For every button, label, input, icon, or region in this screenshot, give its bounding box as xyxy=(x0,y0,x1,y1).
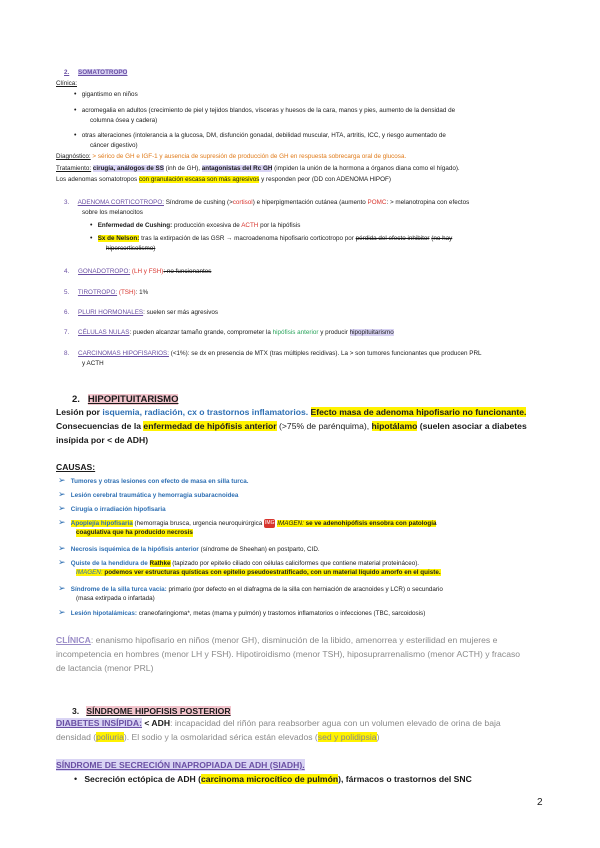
nulas-line: 7. CÉLULAS NULAS: pueden alcanzar tamaño grande, comprometer la hipófisis anterior y producir hipopituitarismo xyxy=(64,329,394,336)
hipo-paragraph-line: insípida por < de ADH) xyxy=(56,435,149,445)
causas-label: CAUSAS: xyxy=(56,462,96,472)
causa-item: ➢ Tumores y otras lesiones con efecto de masa en silla turca. xyxy=(58,475,249,485)
causa-item: ➢ Lesión hipotalámicas: craneofaringioma*, metas (mama y pulmón) y trastornos inflamatorios o infecciones (TBC, sarcoidosis) xyxy=(58,607,426,617)
diabetes-insipida-line: DIABETES INSÍPIDA: < ADH: incapacidad del riñón para reabsorber agua con un volumen elevado de orina de baja xyxy=(56,718,501,728)
hipopituitarismo-heading: 2. HIPOPITUITARISMO xyxy=(72,394,179,405)
causa-item: ➢ Lesión cerebral traumática y hemorragia subaracnoidea xyxy=(58,489,239,499)
diabetes-insipida-cont: densidad (poliuria). El sodio y la osmolaridad sérica están elevados (sed y polidipsia) xyxy=(56,732,380,742)
diagnostico-line: Diagnóstico: > sérico de GH e IGF-1 y ausencia de supresión de producción de GH en respuesta sobrecarga oral de glucosa. xyxy=(56,153,407,160)
image-icon: IMG xyxy=(265,519,275,526)
clinica-paragraph: CLÍNICA: enanismo hipofisario en niños (menor GH), disminución de la libido, amenorrea y esterilidad en mujeres e xyxy=(56,635,498,645)
nelson-cont: hipercortisolismo) xyxy=(106,245,156,252)
causa-item: ➢ Síndrome de la silla turca vacía: primario (por defecto en el diafragma de la silla con herniación de aracnoides y LCR) o secundario xyxy=(58,583,443,593)
clinica-paragraph-cont: de lactancia (menor PRL) xyxy=(56,663,154,673)
nelson-item: • Sx de Nelson: tras la extirpación de las GSR → macroadenoma hipofisario corticotropo por pérdida del efecto inhibitor (no hay xyxy=(90,235,453,242)
hipo-paragraph-line: Lesión por isquemia, radiación, cx o trastornos inflamatorios. Efecto masa de adenoma hipofisario no funcionante. xyxy=(56,407,527,417)
cushing-item: • Enfermedad de Cushing: producción excesiva de ACTH por la hipófisis xyxy=(90,222,301,229)
causa-item: ➢ Cirugía o irradiación hipofisaria xyxy=(58,503,166,513)
corticotropo-cont: sobre los melanocitos xyxy=(82,209,143,216)
clinica-item-cont: cáncer digestivo) xyxy=(90,142,138,149)
adenomas-line: Los adenomas somatotropos con granulación escasa son más agresivos y responden peor (DD con ADENOMA HIPOF) xyxy=(56,176,391,183)
causa-item: ➢ Quiste de la hendidura de Rathke (tapizado por epitelio ciliado con células caliciformes que contiene material proteináceo). xyxy=(58,557,420,567)
causa-item: ➢ Apoplejía hipofisaria (hemorragia brusca, urgencia neuroquirúrgica IMG IMAGEN: se ve adenohipófisis ensobra con patología xyxy=(58,517,437,527)
clinica-item: • acromegalia en adultos (crecimiento de piel y tejidos blandos, vísceras y huesos de la cara, manos y pies, aumento de la densidad de xyxy=(74,107,456,114)
causa-item-cont: IMAGEN: podemos ver estructuras quísticas con epitelio pseudoestratificado, con un material líquido amorfo en el quiste. xyxy=(76,569,441,576)
clinica-item: • otras alteraciones (intolerancia a la glucosa, DM, disfunción gonadal, debilidad muscular, HTA, artritis, ICC, y riesgo aumentado de xyxy=(74,132,446,139)
siadh-item: • Secreción ectópica de ADH (carcinoma microcítico de pulmón), fármacos o trastornos del SNC xyxy=(74,774,472,784)
pluri-line: 6. PLURI HORMONALES: suelen ser más agresivos xyxy=(64,309,219,316)
page-number: 2 xyxy=(537,797,543,808)
tratamiento-line: Tratamiento: cirugía, análogos de SS (inh de GH), antagonistas del Rc GH (impiden la unión de la hormona a órganos diana como el hígado). xyxy=(56,165,460,172)
tirotropo-line: 5. TIROTROPO: (TSH): 1% xyxy=(64,289,149,296)
carcinomas-cont: y ACTH xyxy=(82,360,104,367)
hipofisis-posterior-heading: 3. SÍNDROME HIPOFISIS POSTERIOR xyxy=(72,706,231,716)
somatotropo-heading: 2. SOMATOTROPO xyxy=(64,69,128,76)
hipo-paragraph-line: Consecuencias de la enfermedad de hipófisis anterior (>75% de parénquima), hipotálamo (suelen asociar a diabetes xyxy=(56,421,527,431)
causa-item-cont: (masa extirpada o infartada) xyxy=(76,595,155,602)
clinica-item: • gigantismo en niños xyxy=(74,91,138,98)
clinica-item-cont: columna ósea y cadera) xyxy=(90,117,158,124)
siadh-label: SÍNDROME DE SECRECIÓN INAPROPIADA DE ADH (SIADH). xyxy=(56,760,305,770)
gonadotropo-line: 4. GONADOTROPO: (LH y FSH): no funcionantes xyxy=(64,268,212,275)
clinica-label: Clínica: xyxy=(56,80,77,87)
clinica-paragraph-cont: incompetencia en hombres (menor LH y FSH). Hipotiroidismo (menor TSH), hiposuprarrenalismo (menor ACTH) y fracaso xyxy=(56,649,521,659)
causa-item: ➢ Necrosis isquémica de la hipófisis anterior (síndrome de Sheehan) en postparto, CID. xyxy=(58,543,320,553)
corticotropo-line: 3. ADENOMA CORTICOTROPO: Síndrome de cushing (>cortisol) e hiperpigmentación cutánea (aumento POMC: > melanotropina con efectos xyxy=(64,199,470,206)
causa-item-cont: coagulativa que ha producido necrosis xyxy=(76,529,193,536)
carcinomas-line: 8. CARCINOMAS HIPOFISARIOS: (<1%): se dx en presencia de MTX (tras múltiples recidivas). La > son tumores funcionantes que producen PRL xyxy=(64,350,482,357)
